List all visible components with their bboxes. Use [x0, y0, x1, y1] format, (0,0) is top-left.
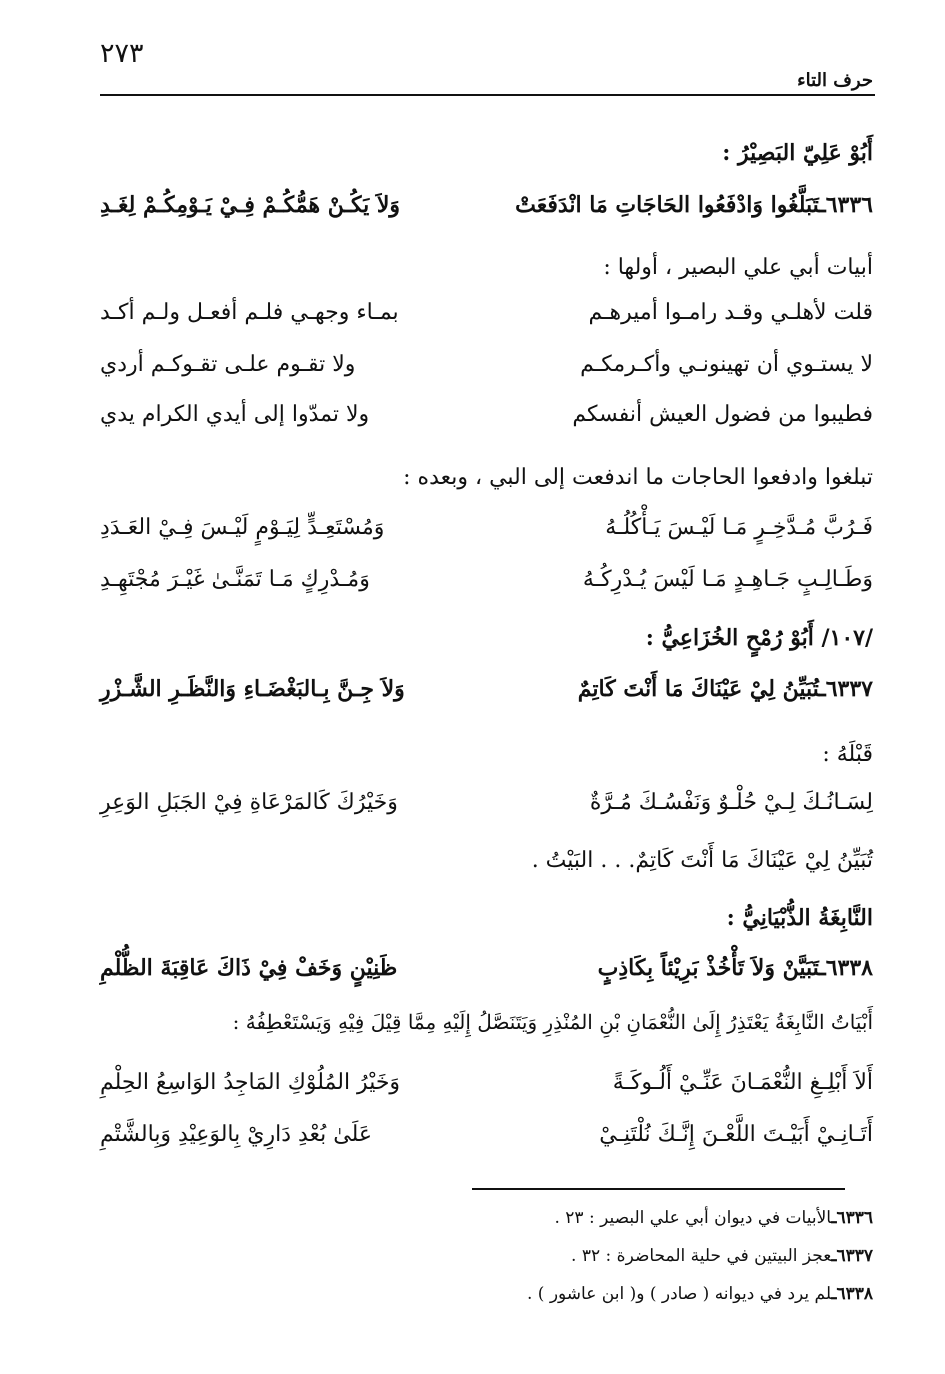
poet-heading: أَبُوْ عَلِيّ البَصِيْرُ :	[722, 140, 873, 166]
poet-heading: /١٠٧/ أَبُوْ رُمْحٍ الخُزَاعِيُّ :	[645, 625, 873, 651]
footnote-text: عجز البيتين في حلية المحاضرة : ٣٢ .	[571, 1246, 832, 1266]
hemistich-second: وَمُسْتَعِـدٍّ لِيَـوْمٍ لَيْـسَ فِـيْ العَـدَدِ	[100, 515, 385, 540]
entry-number: ٦٣٣٨ـ	[819, 955, 873, 981]
footnote-number: ٦٣٣٧ـ	[831, 1246, 873, 1266]
hemistich-first: أَلاَ أَبْلِـغِ النُّعْمَـانَ عَنِّـيْ أَلُـوكَـةً	[612, 1070, 873, 1095]
footnote-number: ٦٣٣٦ـ	[831, 1208, 873, 1228]
entry-number: ٦٣٣٦ـ	[819, 192, 873, 218]
footnote-number: ٦٣٣٨ـ	[831, 1284, 873, 1304]
hemistich-second: وَخَيْرُ المُلُوْكِ المَاجِدُ الوَاسِعُ الحِلْمِ	[100, 1070, 401, 1095]
commentary-line: تبلغوا وادفعوا الحاجات ما اندفعت إلى البي ، وبعده :	[403, 465, 873, 490]
footnote-text: لم يرد في ديوانه ( صادر ) و( ابن عاشور ) .	[526, 1284, 832, 1304]
hemistich-first: وَطَـالِـبٍ جَـاهِـدٍ مَـا لَيْسَ يُـدْرِكُـهُ	[582, 567, 873, 592]
footnote-text: الأبيات في ديوان أبي علي البصير : ٢٣ .	[554, 1208, 832, 1228]
hemistich-second: ظَنِيْنٍ وَخَفْ فِيْ ذَاكَ عَاقِبَةَ الظُّلْمِ	[100, 955, 398, 981]
commentary-line: قَبْلَهُ :	[822, 742, 873, 767]
page-number: ٢٧٣	[100, 38, 144, 69]
hemistich-second: عَلَىٰ بُعْدِ دَارِيْ بِالوَعِيْدِ وَبِالشَّتْمِ	[100, 1122, 373, 1147]
hemistich-second: وَخَيْرُكَ كَالمَرْعَاةِ فِيْ الجَبَلِ الوَعِرِ	[100, 790, 398, 815]
hemistich-first: لِسَـانُـكَ لِـيْ حُلْـوٌ وَنَفْسُـكَ مُـرَّةٌ	[589, 790, 873, 815]
verse-reference: تُبَيِّنُ لِيْ عَيْنَاكَ مَا أَنْتَ كَاتِمٌ. . . البَيْتُ .	[531, 848, 873, 873]
hemistich-second: بمـاء وجهـي فلـم أفعـل ولـم أكـد	[100, 300, 399, 325]
commentary-line: أبيات أبي علي البصير ، أولها :	[603, 255, 873, 280]
footnote	[527, 1284, 873, 1304]
header-rule	[100, 94, 875, 96]
hemistich-second: وَمُـدْرِكٍ مَـا تَمَنَّـىٰ غَيْـرَ مُجْتَهِـدِ	[100, 567, 370, 592]
hemistich-first: تَبَيَّنْ وَلاَ تَأْخُذْ بَرِيْئاً بِكَاذِبٍ	[597, 955, 820, 981]
poet-heading: النَّابِغَةُ الذُّبْيَانِيُّ :	[726, 905, 873, 931]
footnote	[571, 1246, 873, 1266]
hemistich-second: ولا تقـوم علـى تقـوكـم أردي	[100, 352, 356, 377]
hemistich-first: تُبَيِّنُ لِيْ عَيْنَاكَ مَا أَنْتَ كَاتِمٌ	[577, 676, 820, 702]
hemistich-first: تَبَلَّغُوا وَادْفَعُوا الحَاجَاتِ مَا انْدَفَعَتْ	[515, 192, 820, 218]
hemistich-first: لا يستـوي أن تهينونـي وأكـرمكـم	[580, 352, 873, 377]
hemistich-first: قلت لأهلـي وقـد رامـوا أميرهـم	[588, 300, 873, 325]
hemistich-first: فطيبوا من فضول العيش أنفسكم	[572, 402, 873, 427]
commentary-line: أَبْيَاتُ النَّابِغَةُ يَعْتَذِرُ إِلَىٰ النُّعْمَانِ بْنِ المُنْذِرِ وَيَتَنَصَّلُ إِلَيْهِ مِمَّا قِيْلَ فِيْهِ وَيَسْتَعْطِفُهُ :	[232, 1010, 873, 1034]
hemistich-first: أَتَـانِـيْ أَبَيْـتَ اللَّعْـنَ إِنَّـكَ نُلْتَنِـيْ	[599, 1122, 873, 1147]
footnote-rule	[472, 1188, 845, 1190]
hemistich-second: وَلاَ يَكُـنْ هَمُّكُـمْ فِـيْ يَـوْمِكُـمْ لِغَـدِ	[100, 192, 401, 218]
hemistich-second: وَلاَ جِـنَّ بِـالبَغْضَـاءِ وَالنَّظَـرِ الشَّـزْرِ	[100, 676, 405, 702]
entry-number: ٦٣٣٧ـ	[819, 676, 873, 702]
hemistich-second: ولا تمدّوا إلى أيدي الكرام يدي	[100, 402, 370, 427]
running-head: حرف التاء	[797, 70, 873, 91]
hemistich-first: فَـرُبَّ مُـدَّخِـرٍ مَـا لَيْـسَ يَـأْكُلُـهُ	[605, 515, 873, 540]
footnote	[554, 1208, 873, 1228]
